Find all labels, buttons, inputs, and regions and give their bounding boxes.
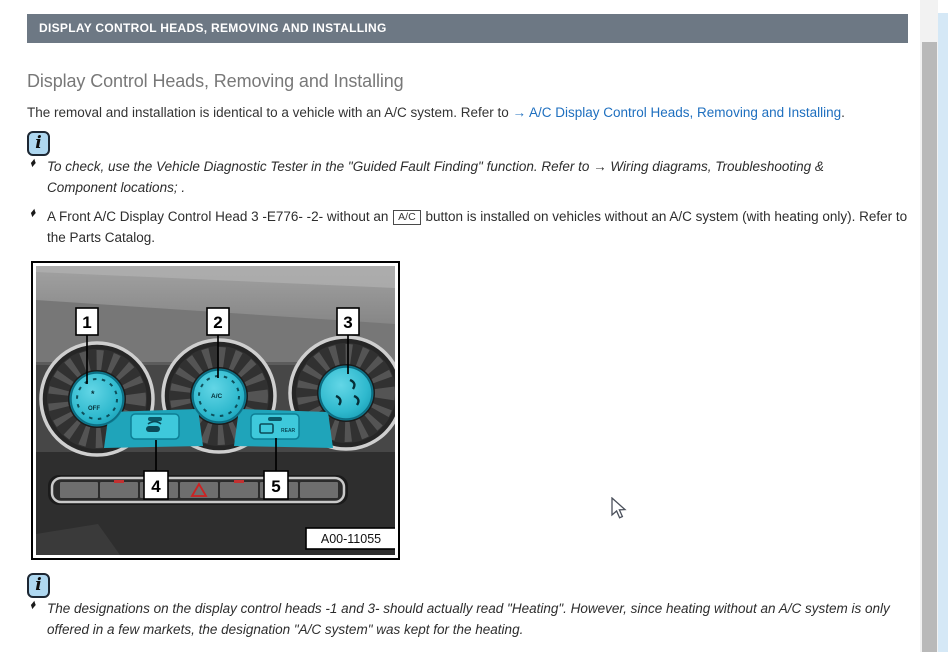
callout-4: 4 [151,477,161,496]
note2-text-start: A Front A/C Display Control Head 3 -E776- -2- without an [47,209,393,224]
knob1-off-label: OFF [88,406,100,412]
note-text [47,206,909,248]
note-text: To check, use the Vehicle Diagnostic Tester in the "Guided Fault Finding" function. Refer to → Wiring diagrams, Troubleshooting & Component locations; . [47,159,824,195]
list-item [27,156,880,198]
bullet-icon: ♦ [28,597,38,613]
callout-3: 3 [343,313,353,332]
mouse-cursor-icon [611,497,629,521]
figure-id: A00-11055 [320,532,382,546]
callout-2: 2 [213,313,223,332]
note2-text-end: button is installed on vehicles without an A/C system (with heating only). Refer to the Parts Catalog. [47,209,908,245]
callout-1: 1 [82,313,92,332]
scrollbar-thumb[interactable] [922,42,937,652]
intro-text: The removal and installation is identical to a vehicle with an A/C system. Refer to [27,105,513,120]
intro-paragraph [27,103,908,123]
rear-defrost-label: REAR [281,428,296,434]
ac-button-badge: A/C [393,210,421,225]
ac-display-control-heads-link[interactable]: → A/C Display Control Heads, Removing and Installing [512,105,842,120]
figure-id-box [306,528,395,549]
svg-text:*: * [91,389,95,399]
temperature-knob-2 [192,369,247,424]
intro-text-end: . [841,105,845,120]
info-icon: i [27,573,50,598]
window-edge-strip [938,13,948,652]
fan-knob-1 [70,372,125,427]
airflow-knob-3 [319,366,374,421]
knob2-ac-label: A/C [211,393,223,400]
list-item [27,206,909,248]
list-item [27,598,903,640]
section-title-bar: DISPLAY CONTROL HEADS, REMOVING AND INSTALLING [27,14,908,43]
rear-defrost-button-strip [234,409,333,448]
bullet-icon: ♦ [28,205,38,221]
bullet-icon: ♦ [28,155,38,171]
page-title: Display Control Heads, Removing and Installing [27,71,404,91]
note-text: The designations on the display control heads -1 and 3- should actually read "Heating". However, since heating without an A/C system is only offered in a few markets, the designation "A/C system" was kept for the heating. [47,601,890,637]
callout-5: 5 [271,477,281,496]
dashboard-figure [31,261,400,560]
info-icon: i [27,131,50,156]
